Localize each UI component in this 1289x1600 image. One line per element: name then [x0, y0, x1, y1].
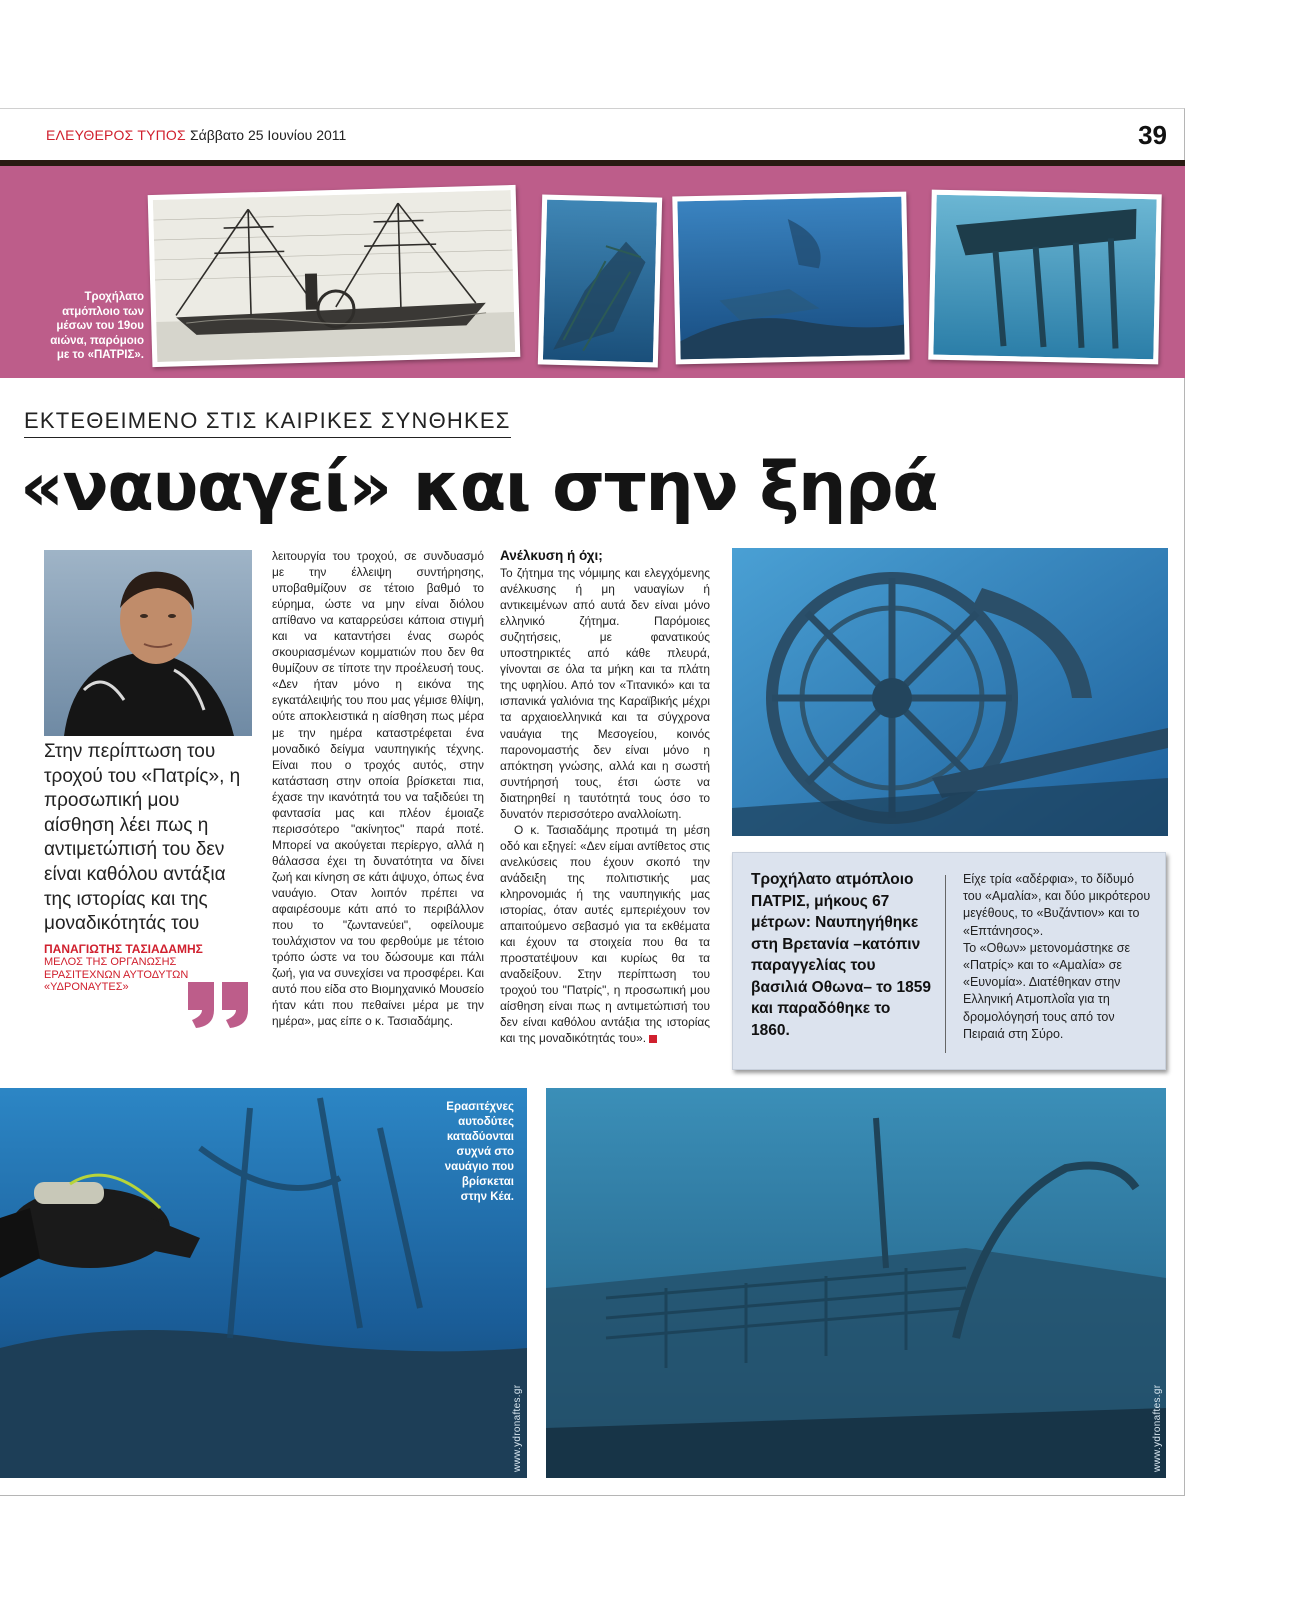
paddle-wheel-photo — [732, 548, 1168, 836]
steamer-engraving-photo — [148, 185, 521, 367]
article-column-2 — [500, 548, 710, 1046]
fact-box — [732, 852, 1166, 1070]
issue-date: Σάββατο 25 Ιουνίου 2011 — [190, 127, 347, 143]
pull-quote: Στην περίπτωση του τροχού του «Πατρίς», η προσωπική μου αίσθηση λέει πως η αντιμετώπισή του δεν είναι καθόλου αντάξια της ιστορίας και της μοναδικότητάς του — [44, 741, 241, 935]
section-subhead: Ανέλκυση ή όχι; — [500, 548, 603, 563]
page-header — [0, 108, 1185, 160]
article-kicker: ΕΚΤΕΘΕΙΜΕΝΟ ΣΤΙΣ ΚΑΙΡΙΚΕΣ ΣΥΝΘΗΚΕΣ — [24, 408, 511, 438]
wreck-underwater-photo-2 — [672, 192, 909, 365]
quote-author-role: ΜΕΛΟΣ ΤΗΣ ΟΡΓΑΝΩΣΗΣ ΕΡΑΣΙΤΕΧΝΩΝ ΑΥΤΟΔΥΤΩΝ «ΥΔΡΟΝΑΥΤΕΣ» — [44, 956, 189, 993]
column-2-paragraph-2: Ο κ. Τασιαδάμης προτιμά τη μέση οδό και εξηγεί: «Δεν είμαι αντίθετος στις ανελκύσεις που έχουν σκοπό την ανάδειξη της πολιτιστικής μας κληρονομιάς ή της ναυπηγικής μας ιστορίας, όταν αυτές εμπεριέχουν τον απαιτούμενο σεβασμό για τα εκθέματα και έχουν τα στοιχεία που θα τα προστατέψουν και κυρίως θα τα αναδείξουν. Στην περίπτωση του τροχού του "Πατρίς", η προσωπική μου αίσθηση είναι πως η αντιμετώπισή του δεν είναι καθόλου αντάξια της ιστορίας και της μοναδικότητάς του». — [500, 822, 710, 1046]
closing-quote-mark-icon — [186, 980, 252, 1030]
fact-box-summary: Τροχήλατο ατμόπλοιο ΠΑΤΡΙΣ, μήκους 67 μέτρων: Ναυπηγήθηκε στη Βρετανία –κατόπιν παραγγελίας του βασιλιά Οθωνα– το 1859 και παραδόθηκε το 1860. — [751, 871, 932, 1039]
photo-credit-right: www.ydronaftes.gr — [1152, 1384, 1163, 1472]
band-caption: Τροχήλατο ατμόπλοιο των μέσων του 19ου αιώνα, παρόμοιο με το «ΠΑΤΡΙΣ». — [50, 291, 144, 361]
wreck-hull-photo — [546, 1088, 1166, 1478]
photo-credit-left: www.ydronaftes.gr — [512, 1384, 523, 1472]
column-2-paragraph-1: Το ζήτημα της νόμιμης και ελεγχόμενης ανέλκυσης ή μη ναυαγίων ή αντικειμένων από αυτά δεν είναι μόνο ελληνικό ζήτημα. Παρόμοιες συζητήσεις, με φανατικούς υποστηρικτές από κάθε πλευρά, γίνονται σε όλα τα μήκη και τα πλάτη της υφηλίου. Από τον «Τιτανικό» και τα ισπανικά γαλιόνια της Καραϊβικής μέχρι τα αρχαιοελληνικά και τα σύγχρονα ναυάγια της Μεσογείου, κοινός παρονομαστής δεν είναι μόνο η απόκτηση γνώσης, αλλά και η σωστή συντήρησή τους, έτσι ώστε να διατηρηθεί η ταυτότητά τους όσο το δυνατόν περισσότερο αναλλοίωτη. — [500, 566, 710, 821]
article-column-1: λειτουργία του τροχού, σε συνδυασμό με την έλλειψη συντήρησης, υποβαθμίζουν σε τέτοιο βαθμό το εύρημα, ώστε να μην είναι διόλου απίθανο να καταρρεύσει κάποια στιγμή και να καταντήσει ένας σωρός σκουριασμένων κομματιών που δεν θα θυμίζουν σε τίποτε την προέλευσή τους. «Δεν ήταν μόνο η εικόνα της εγκατάλειψής του που μας γέμισε θλίψη, ούτε αποκλειστικά η αίσθηση πως μέρα με την ημέρα καταστρέφεται ένα μοναδικό δείγμα ναυπηγικής τέχνης. Είναι που ο τροχός αυτός, στην κατάσταση στην οποία βρίσκεται πια, έχασε την ικανότητά του να ταξιδεύει τη φαντασία μας και πλέον έμοιαζε περισσότερο "ακίνητος" παρά ποτέ. Μπορεί να ακούγεται περίεργο, αλλά η θάλασσα έχει τη δυνατότητα να δίνει ζωή και κίνηση σε κάτι άψυχο, όπως ένα ναυάγιο. Οταν λοιπόν πρέπει να αφαιρέσουμε κάτι από το περιβάλλον που το "ζωντανεύει", οφείλουμε τουλάχιστον να του φερθούμε με τέτοιο τρόπο ώστε να του δώσουμε και πάλι ζωή, για να συνεχίσει να προσφέρει. Και αυτό που είδα στο Βιομηχανικό Μουσείο ήταν κάτι που πεθαίνει μέρα με την ημέρα», μας είπε ο κ. Τασιαδάμης. — [272, 549, 484, 1029]
page-number: 39 — [1138, 120, 1167, 150]
diver-photo-caption: Ερασιτέχνες αυτοδύτες καταδύονται συχνά στο ναυάγιο που βρίσκεται στην Κέα. — [444, 1101, 514, 1203]
portrait-photo — [44, 550, 252, 736]
fact-box-details: Είχε τρία «αδέρφια», το δίδυμό του «Αμαλία», και δύο μικρότερου μεγέθους, το «Βυζάντιον» και το «Επτάνησος». Το «Οθων» μετονομάστηκε σε «Πατρίς» και το «Αμαλία» σε «Ευνομία». Διατέθηκαν στην Ελληνική Ατμοπλοΐα για τη δρομολόγησή τους από τον Πειραιά στη Σύρο. — [963, 872, 1151, 1041]
article-end-mark-icon — [649, 1035, 657, 1043]
newspaper-brand: ΕΛΕΥΘΕΡΟΣ ΤΥΠΟΣ — [46, 127, 186, 143]
wreck-underwater-photo-3 — [928, 190, 1162, 365]
quote-author: ΠΑΝΑΓΙΩΤΗΣ ΤΑΣΙΑΔΑΜΗΣ — [44, 942, 203, 956]
fact-box-divider — [945, 875, 946, 1053]
wreck-underwater-photo-1 — [538, 194, 662, 367]
article-headline: «ναυαγεί» και στην ξηρά — [20, 448, 938, 527]
